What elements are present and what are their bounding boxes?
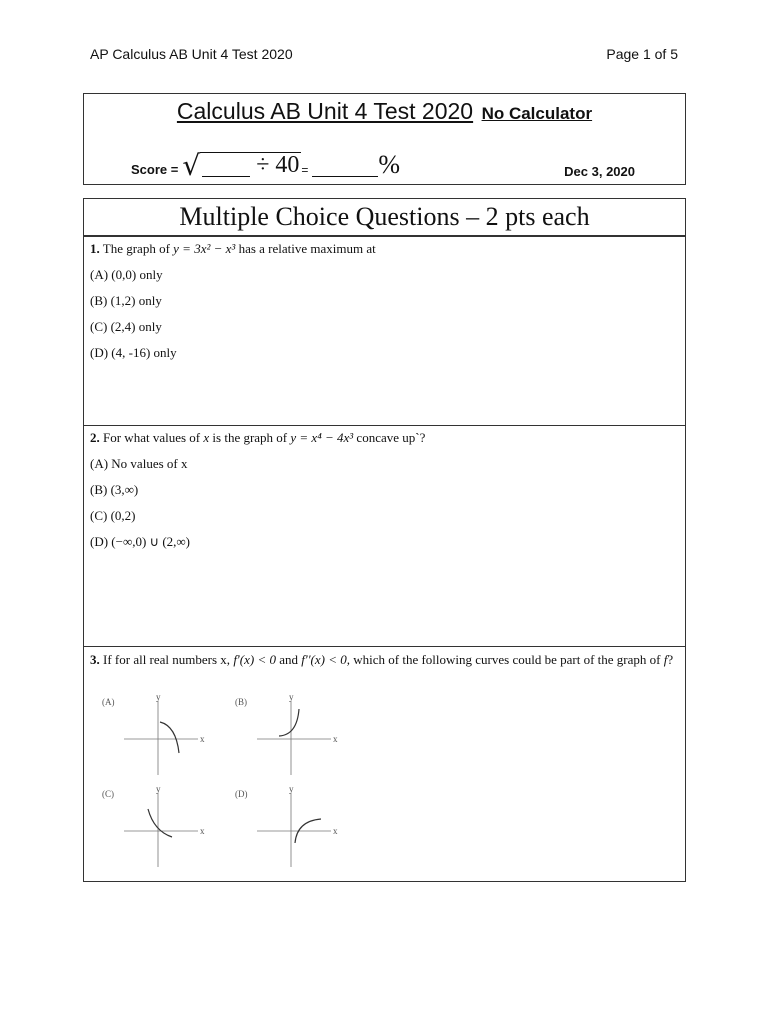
answer-graph-a[interactable]: [98, 692, 218, 775]
question-3-stem: [90, 651, 679, 669]
page-number: Page 1 of 5: [606, 46, 678, 62]
test-date: Dec 3, 2020: [564, 164, 635, 179]
answer-option-d[interactable]: (D) (−∞,0) ∪ (2,∞): [90, 534, 190, 549]
answer-graph-d[interactable]: [231, 784, 351, 867]
score-radicand: [200, 152, 301, 177]
question-3: [84, 647, 685, 881]
y-axis-label: y: [156, 784, 161, 794]
equals-sign: =: [301, 163, 309, 177]
y-axis-label: y: [156, 692, 161, 702]
square-root-icon: √: [182, 149, 201, 182]
y-axis-label: y: [289, 784, 294, 794]
percent-sign: %: [378, 150, 401, 179]
question-1-stem: [90, 241, 679, 257]
answer-option-a[interactable]: (A) No values of x: [90, 456, 188, 471]
running-header-title: AP Calculus AB Unit 4 Test 2020: [90, 46, 293, 62]
question-number: 3.: [90, 652, 100, 667]
question-number: 1.: [90, 241, 100, 256]
answer-graph-b[interactable]: [231, 692, 351, 775]
answer-option-b[interactable]: (B) (3,∞): [90, 482, 139, 497]
question-number: 2.: [90, 430, 100, 445]
answer-option-c[interactable]: (C) (2,4) only: [90, 319, 162, 334]
question-text: which of the following curves could be part of the graph of: [353, 652, 661, 667]
question-text: ?: [667, 652, 674, 667]
curve: [160, 722, 179, 753]
curve: [148, 809, 172, 837]
question-text: The graph of: [102, 241, 170, 256]
question-1: [84, 237, 685, 426]
percent-blank[interactable]: [312, 158, 378, 177]
score-line: [131, 149, 401, 182]
y-axis-label: y: [289, 692, 294, 702]
divisor: ÷ 40: [256, 152, 300, 178]
math-variable: x: [203, 430, 210, 445]
math-expression: f′(x) < 0: [233, 652, 276, 667]
question-text: If for all real numbers x,: [103, 652, 231, 667]
math-variable: f: [663, 652, 668, 667]
graph-label: (D): [235, 789, 248, 799]
title-line: [84, 98, 685, 125]
graph-label: (B): [235, 697, 247, 707]
points-blank[interactable]: [202, 158, 250, 177]
question-text: and: [279, 652, 298, 667]
answer-graph-c[interactable]: [98, 784, 218, 867]
graph-label: (C): [102, 789, 114, 799]
x-axis-label: x: [200, 826, 205, 836]
answer-option-b[interactable]: (B) (1,2) only: [90, 293, 162, 308]
x-axis-label: x: [333, 734, 338, 744]
question-2: [84, 426, 685, 647]
answer-option-a[interactable]: (A) (0,0) only: [90, 267, 163, 282]
curve: [279, 709, 299, 736]
section-heading: Multiple Choice Questions – 2 pts each: [84, 199, 685, 237]
answer-option-c[interactable]: (C) (0,2): [90, 508, 136, 523]
graph-label: (A): [102, 697, 115, 707]
question-text: has a relative maximum at: [238, 241, 376, 256]
x-axis-label: x: [333, 826, 338, 836]
score-label: Score =: [131, 162, 179, 177]
x-axis-label: x: [200, 734, 205, 744]
math-expression: f′′(x) < 0,: [301, 652, 350, 667]
test-title: Calculus AB Unit 4 Test 2020: [176, 98, 474, 124]
question-text: is the graph of: [212, 430, 288, 445]
question-2-stem: [90, 430, 679, 446]
title-box: [83, 93, 686, 185]
multiple-choice-section: [83, 198, 686, 882]
question-text: For what values of: [103, 430, 201, 445]
answer-option-d[interactable]: (D) (4, -16) only: [90, 345, 177, 360]
math-expression: y = x⁴ − 4x³: [290, 430, 354, 445]
answer-graphs: [98, 692, 368, 875]
math-expression: y = 3x² − x³: [173, 241, 236, 256]
no-calculator-label: No Calculator: [481, 104, 593, 123]
question-text: concave up`?: [356, 430, 426, 445]
